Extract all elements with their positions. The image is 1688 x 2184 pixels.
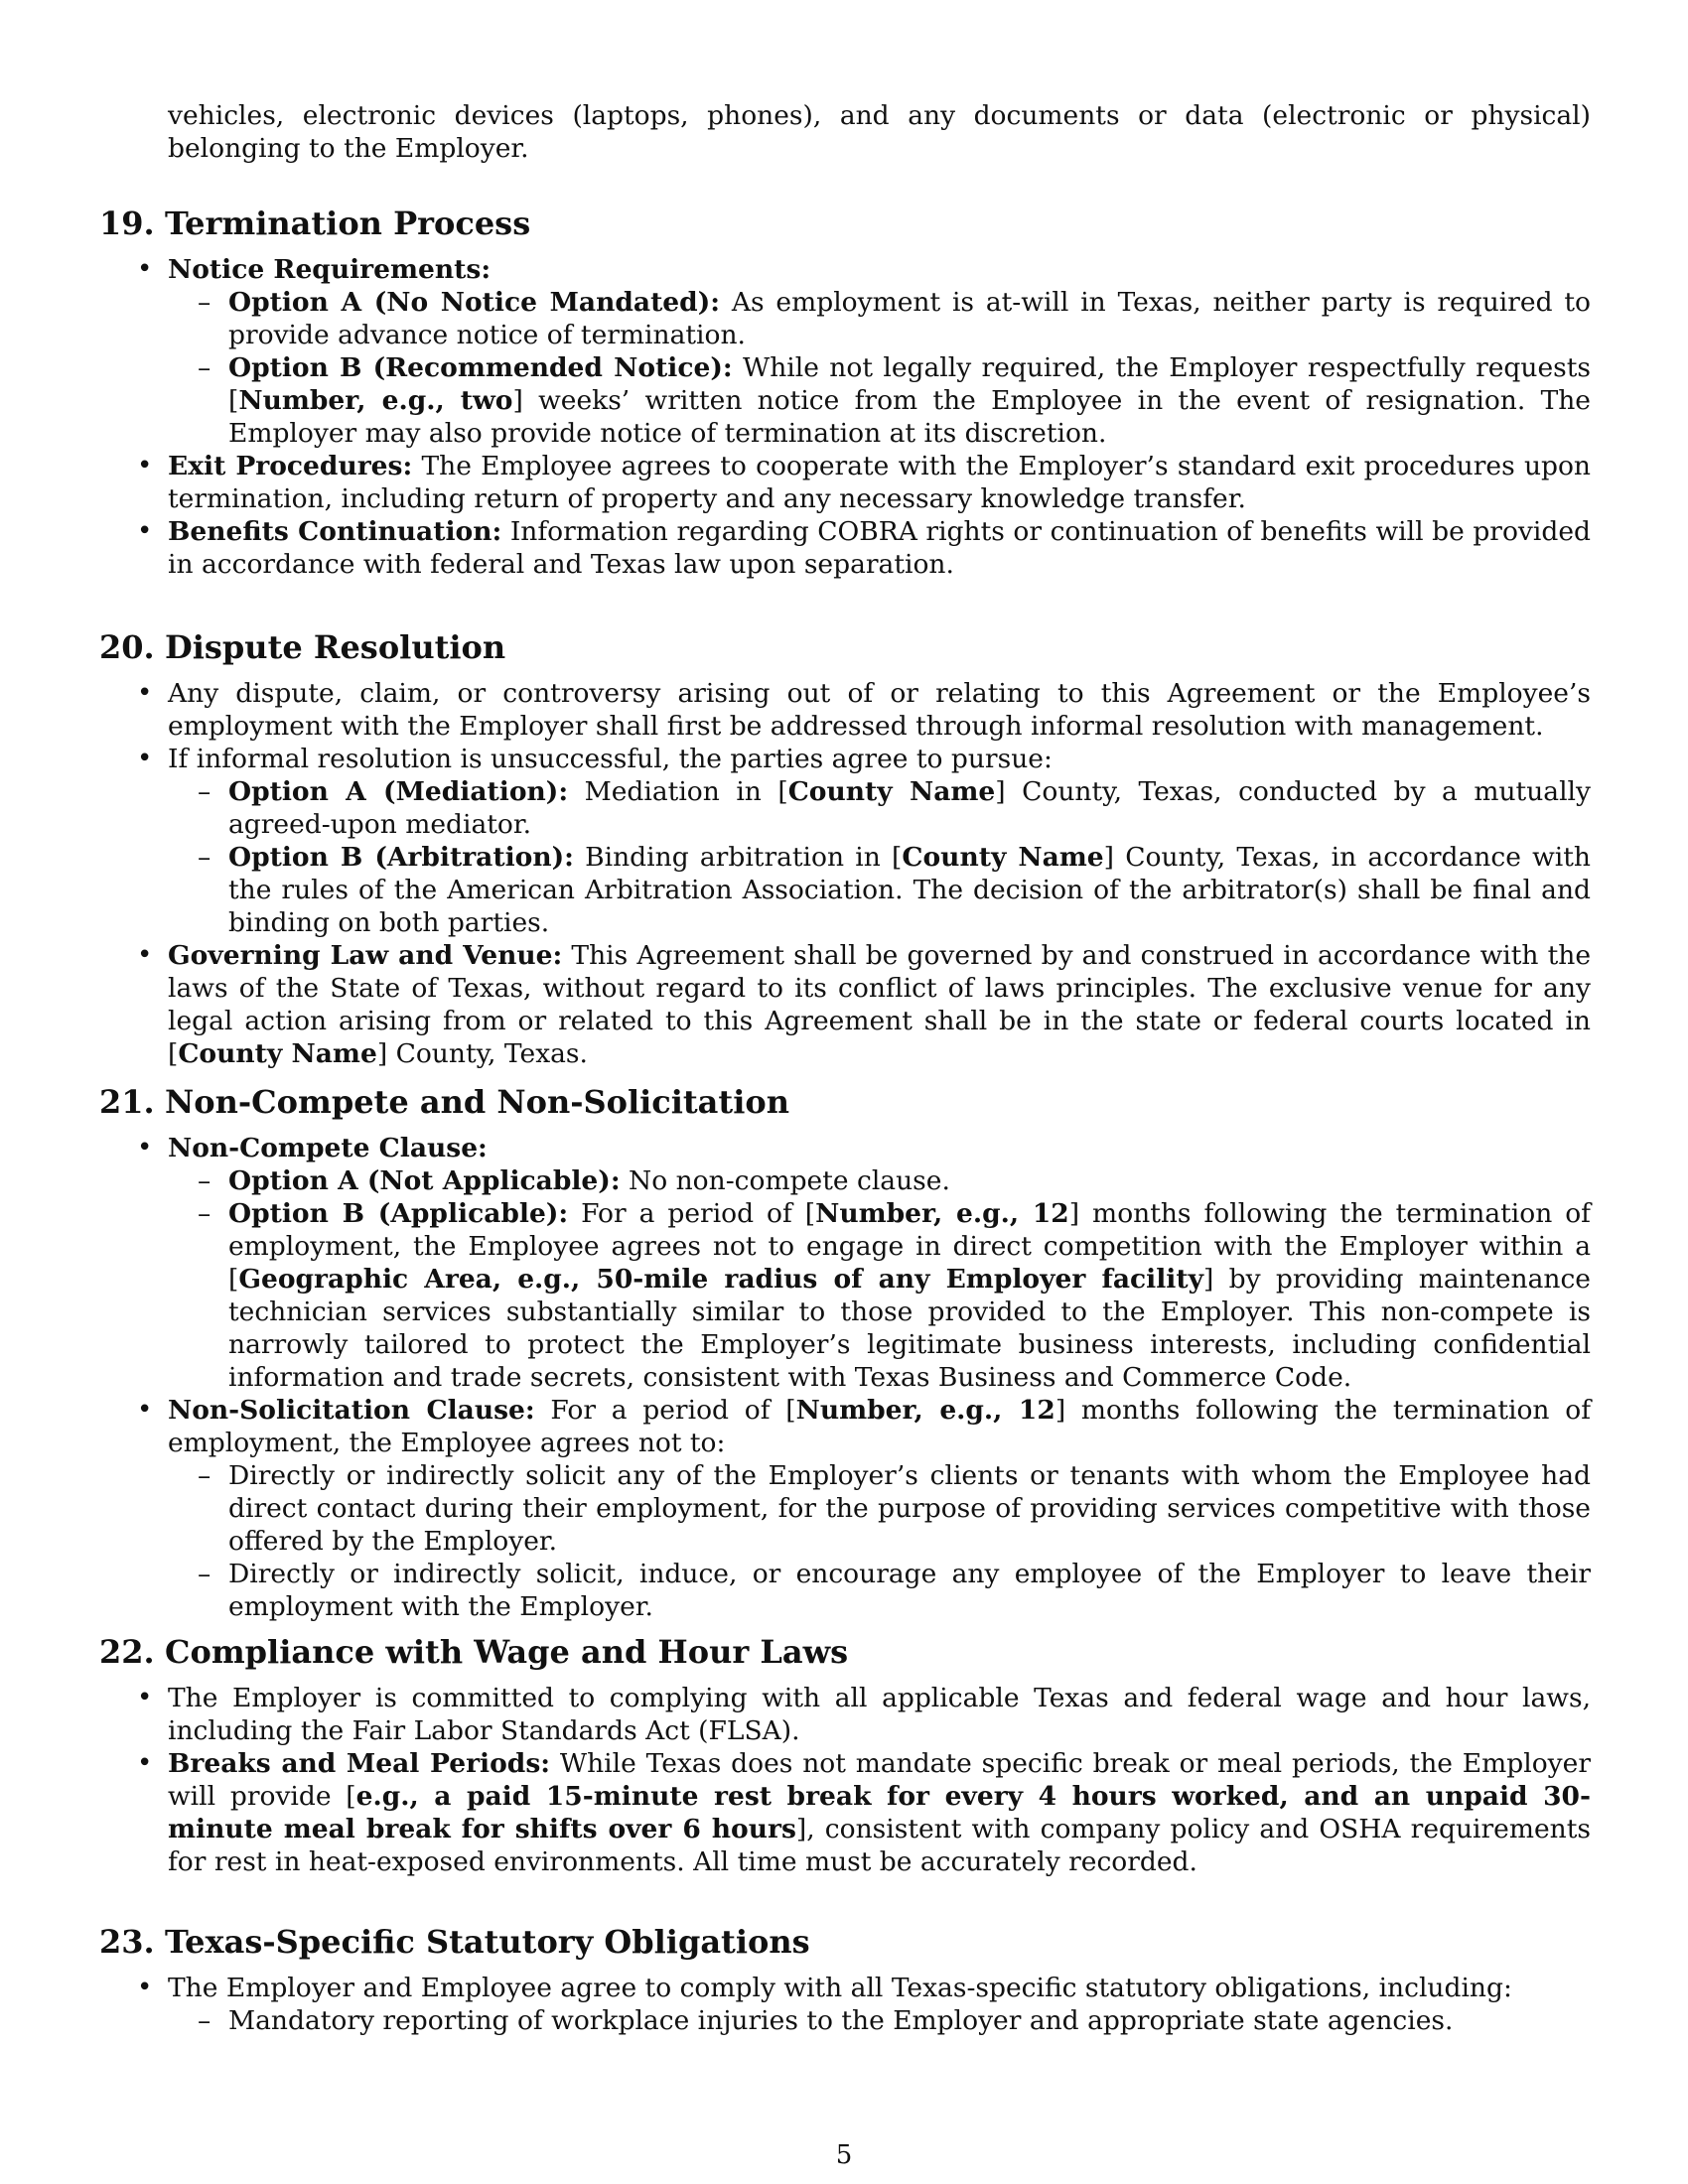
- section-title: Dispute Resolution: [165, 628, 506, 666]
- item-text: Binding arbitration in [: [573, 842, 903, 873]
- bold-label: Non-Compete Clause:: [168, 1133, 488, 1163]
- bold-label: Non-Solicitation Clause:: [168, 1395, 535, 1426]
- placeholder-bold: e.g., a paid 15-minute rest break for every 4 hours worked, and an unpaid 30-minute meal break for shifts over 6 hours: [168, 1781, 1591, 1844]
- bold-label: Exit Procedures:: [168, 451, 413, 481]
- bold-label: Option A (Not Applicable):: [228, 1165, 621, 1196]
- section-title: Non-Compete and Non-Solicitation: [165, 1083, 789, 1121]
- sub-item-applicable: [228, 1197, 1591, 1394]
- sub-item: – Directly or indirectly solicit any of the Employer’s clients or tenants with whom the Employee had direct contact during their employment, for the purpose of providing services competitive with those offered by the Employer.: [228, 1459, 1591, 1558]
- item-text: Mediation in [: [568, 776, 788, 807]
- sub-item-arbitration: [228, 841, 1591, 939]
- item-text: As employment is at-will in Texas, neither party is required to provide advance notice of termination.: [228, 287, 1591, 350]
- section-heading: [99, 204, 1591, 243]
- item-text: No non-compete clause.: [620, 1165, 950, 1196]
- section-heading: [99, 1082, 1591, 1122]
- item-text: ] months following the termination of employment, the Employee agrees not to:: [168, 1395, 1592, 1458]
- sub-list: [168, 286, 1591, 450]
- section-number: 21.: [99, 1083, 155, 1121]
- sub-list: [168, 1164, 1591, 1394]
- list-item-informal-resolution: [168, 743, 1591, 939]
- placeholder-bold: Number, e.g., two: [238, 385, 513, 416]
- item-text: For a period of [: [568, 1198, 816, 1229]
- section-23: [99, 1922, 1591, 2037]
- page-number: 5: [835, 2140, 853, 2170]
- bold-label: Option B (Arbitration):: [228, 842, 574, 873]
- list-item-non-solicitation: [168, 1394, 1591, 1623]
- item-text: If informal resolution is unsuccessful, the parties agree to pursue:: [168, 744, 1053, 774]
- sub-item-option-b: [228, 351, 1591, 450]
- list-item-notice-requirements: [168, 253, 1591, 450]
- list-item: • The Employer is committed to complying with all applicable Texas and federal wage and hour laws, including the Fair Labor Standards Act (FLSA).: [168, 1682, 1591, 1747]
- item-text: ] County, Texas, conducted by a mutually agreed-upon mediator.: [228, 776, 1591, 840]
- item-text: ] County, Texas, in accordance with the rules of the American Arbitration Association. The decision of the arbitrator(s) shall be final and binding on both parties.: [228, 842, 1591, 938]
- section-number: 22.: [99, 1633, 155, 1671]
- section-title: Termination Process: [165, 205, 531, 242]
- item-text: ] by providing maintenance technician services substantially similar to those provided to the Employer. This non-compete is narrowly tailored to protect the Employer’s legitimate business interests, including confidential information and trade secrets, consistent with Texas Business and Commerce Code.: [228, 1264, 1591, 1393]
- bullet-list: [99, 253, 1591, 581]
- bold-label: Notice Requirements:: [168, 254, 492, 285]
- section-number: 19.: [99, 205, 155, 242]
- list-item-non-compete: [168, 1132, 1591, 1394]
- placeholder-bold: Geographic Area, e.g., 50-mile radius of any Employer facility: [238, 1264, 1203, 1295]
- placeholder-bold: County Name: [787, 776, 996, 807]
- section-21: [99, 1082, 1591, 1623]
- section-heading: [99, 627, 1591, 667]
- bold-label: Breaks and Meal Periods:: [168, 1748, 551, 1779]
- bullet-list: [99, 1682, 1591, 1878]
- item-text: This Agreement shall be governed by and construed in accordance with the laws of the State of Texas, without regard to its conflict of laws principles. The exclusive venue for any legal action arising from or related to this Agreement shall be in the state or federal courts located in [: [168, 940, 1591, 1069]
- section-19: [99, 204, 1591, 581]
- bold-label: Benefits Continuation:: [168, 516, 502, 547]
- section-heading: [99, 1922, 1591, 1962]
- bold-label: Option B (Recommended Notice):: [228, 352, 733, 383]
- section-number: 23.: [99, 1923, 155, 1961]
- item-text: ] months following the termination of employment, the Employee agrees not to engage in direct competition with the Employer within a [: [228, 1198, 1591, 1295]
- sub-item-option-a: [228, 286, 1591, 351]
- item-text: ], consistent with company policy and OSHA requirements for rest in heat-exposed environments. All time must be accurately recorded.: [168, 1814, 1591, 1877]
- bullet-list: [99, 677, 1591, 1070]
- sub-list: [168, 2004, 1591, 2037]
- item-text: For a period of [: [534, 1395, 796, 1426]
- list-item: [168, 1972, 1591, 2037]
- item-text: The Employee agrees to cooperate with the Employer’s standard exit procedures upon termination, including return of property and any necessary knowledge transfer.: [168, 451, 1591, 514]
- sub-item-mediation: [228, 775, 1591, 841]
- item-text: While Texas does not mandate specific break or meal periods, the Employer will provide [: [168, 1748, 1591, 1812]
- intro-paragraph: vehicles, electronic devices (laptops, phones), and any documents or data (electronic or physical) belonging to the Employer.: [168, 100, 1591, 164]
- bullet-list: [99, 1132, 1591, 1623]
- bold-label: Option B (Applicable):: [228, 1198, 569, 1229]
- section-title: Compliance with Wage and Hour Laws: [165, 1633, 849, 1671]
- item-text: ] weeks’ written notice from the Employee in the event of resignation. The Employer may also provide notice of termination at its discretion.: [228, 385, 1591, 449]
- placeholder-bold: Number, e.g., 12: [795, 1395, 1055, 1426]
- section-title: Texas-Specific Statutory Obligations: [165, 1923, 810, 1961]
- sub-list: [168, 775, 1591, 939]
- bullet-list: [99, 1972, 1591, 2037]
- list-item-exit-procedures: [168, 450, 1591, 515]
- section-22: [99, 1632, 1591, 1878]
- section-20: [99, 627, 1591, 1070]
- sub-list: [168, 1459, 1591, 1623]
- list-item-benefits-continuation: [168, 515, 1591, 581]
- section-heading: [99, 1632, 1591, 1672]
- bold-label: Governing Law and Venue:: [168, 940, 563, 971]
- item-text: While not legally required, the Employer respectfully requests [: [228, 352, 1591, 416]
- list-item-breaks: [168, 1747, 1591, 1878]
- placeholder-bold: County Name: [178, 1038, 377, 1069]
- list-item-governing-law: [168, 939, 1591, 1070]
- placeholder-bold: Number, e.g., 12: [815, 1198, 1069, 1229]
- sub-item: – Directly or indirectly solicit, induce, or encourage any employee of the Employer to leave their employment with the Employer.: [228, 1558, 1591, 1623]
- bold-label: Option A (No Notice Mandated):: [228, 287, 721, 318]
- bold-label: Option A (Mediation):: [228, 776, 569, 807]
- item-text: ] County, Texas.: [376, 1038, 588, 1069]
- placeholder-bold: County Name: [902, 842, 1104, 873]
- sub-item: – Mandatory reporting of workplace injuries to the Employer and appropriate state agencies.: [228, 2004, 1591, 2037]
- item-text: Information regarding COBRA rights or continuation of benefits will be provided in accordance with federal and Texas law upon separation.: [168, 516, 1591, 580]
- section-number: 20.: [99, 628, 155, 666]
- item-text: The Employer and Employee agree to comply with all Texas-specific statutory obligations, including:: [168, 1973, 1512, 2003]
- list-item: • Any dispute, claim, or controversy arising out of or relating to this Agreement or the Employee’s employment with the Employer shall first be addressed through informal resolution with management.: [168, 677, 1591, 743]
- sub-item-not-applicable: [228, 1164, 1591, 1197]
